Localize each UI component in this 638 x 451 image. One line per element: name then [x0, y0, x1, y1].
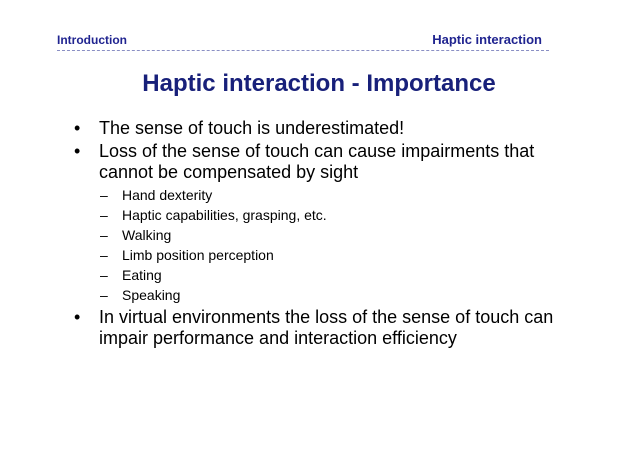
dash-marker: –: [100, 187, 108, 203]
dash-marker: –: [100, 227, 108, 243]
sub-bullet-item: [100, 205, 572, 225]
bullet-item: [72, 141, 572, 183]
sub-bullet-item: [100, 185, 572, 205]
sub-bullet-list: [72, 185, 572, 305]
bullet-item: [72, 118, 572, 139]
dash-marker: –: [100, 247, 108, 263]
topic-label: Haptic interaction: [432, 32, 542, 47]
sub-bullet-item: [100, 245, 572, 265]
bullet-marker: •: [74, 141, 81, 161]
sub-bullet-text: Walking: [122, 227, 172, 243]
sub-bullet-item: [100, 285, 572, 305]
bullet-marker: •: [74, 118, 81, 138]
sub-bullet-text: Hand dexterity: [122, 187, 213, 203]
section-label: Introduction: [57, 33, 127, 47]
slide-body: [72, 118, 572, 351]
bullet-text: The sense of touch is underestimated!: [99, 118, 405, 138]
sub-bullet-text: Haptic capabilities, grasping, etc.: [122, 207, 327, 223]
bullet-marker: •: [74, 307, 81, 327]
bullet-text: In virtual environments the loss of the sense of touch can impair performance and interaction efficiency: [99, 307, 554, 348]
sub-bullet-text: Limb position perception: [122, 247, 274, 263]
slide-title: Haptic interaction - Importance: [142, 70, 496, 97]
dash-marker: –: [100, 267, 108, 283]
header-divider: [57, 50, 549, 51]
bullet-text: Loss of the sense of touch can cause impairments that cannot be compensated by sight: [99, 141, 535, 182]
sub-bullet-item: [100, 265, 572, 285]
sub-bullet-text: Speaking: [122, 287, 181, 303]
dash-marker: –: [100, 287, 108, 303]
dash-marker: –: [100, 207, 108, 223]
slide-header: [57, 28, 549, 50]
bullet-item: [72, 307, 572, 349]
sub-bullet-text: Eating: [122, 267, 162, 283]
sub-bullet-item: [100, 225, 572, 245]
